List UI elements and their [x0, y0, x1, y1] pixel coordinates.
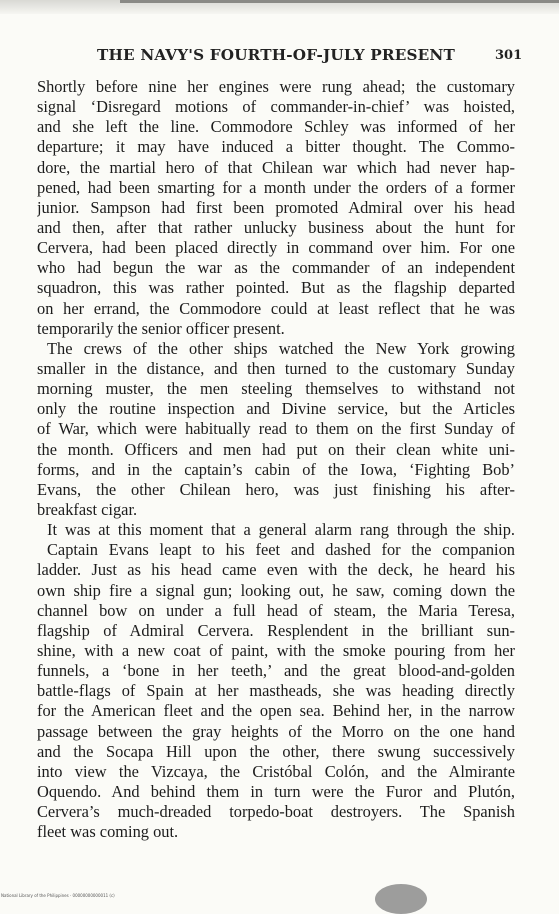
scan-thumb-smudge — [375, 884, 427, 914]
text-line: dore, the martial hero of that Chilean war which had never hap- — [37, 157, 515, 177]
text-line: fleet was coming out. — [37, 822, 179, 842]
text-line: junior. Sampson had first been promoted Admiral over his head — [37, 197, 515, 217]
text-line: battle-flags of Spain at her mastheads, she was heading directly — [37, 681, 515, 701]
text-line: channel bow on under a full head of steam, the Maria Teresa, — [37, 600, 515, 620]
text-line: squadron, this was rather pointed. But as the flagship departed — [37, 278, 515, 298]
text-line: for the American fleet and the open sea. Behind her, in the narrow — [37, 701, 515, 721]
text-line: It was at this moment that a general alarm rang through the ship. — [47, 520, 515, 540]
text-line: of War, which were habitually read to them on the first Sunday of — [37, 419, 515, 439]
running-head: THE NAVY'S FOURTH-OF-JULY PRESENT — [97, 46, 456, 64]
text-line: morning muster, the men steeling themselves to withstand not — [37, 379, 515, 399]
text-line: and the Socapa Hill upon the other, there swung successively — [37, 741, 515, 761]
text-line: temporarily the senior officer present. — [37, 318, 285, 338]
text-line: only the routine inspection and Divine service, but the Articles — [37, 399, 515, 419]
text-line: pened, had been smarting for a month under the orders of a former — [37, 177, 515, 197]
text-line: The crews of the other ships watched the New York growing — [47, 338, 515, 358]
body-text — [37, 77, 515, 842]
text-line: passage between the gray heights of the Morro on the one hand — [37, 721, 515, 741]
text-line: ladder. Just as his head came even with the deck, he heard his — [37, 560, 515, 580]
text-line: flagship of Admiral Cervera. Resplendent in the brilliant sun- — [37, 620, 515, 640]
text-line: own ship fire a signal gun; looking out, he saw, coming down the — [37, 580, 515, 600]
text-line: Shortly before nine her engines were rung ahead; the customary — [37, 77, 515, 96]
text-line: Oquendo. And behind them in turn were the Furor and Plutón, — [37, 781, 515, 801]
text-line: Cervera’s much-dreaded torpedo-boat destroyers. The Spanish — [37, 802, 515, 822]
text-line: into view the Vizcaya, the Cristóbal Colón, and the Almirante — [37, 761, 515, 781]
text-line: funnels, a ‘bone in her teeth,’ and the great blood-and-golden — [37, 661, 515, 681]
page-number: 301 — [495, 48, 523, 63]
page-header — [0, 46, 559, 70]
page-top-edge — [120, 0, 559, 3]
text-line: smaller in the distance, and then turned to the customary Sunday — [37, 358, 515, 378]
text-line: Evans, the other Chilean hero, was just finishing his after- — [37, 479, 515, 499]
text-line: and then, after that rather unlucky business about the hunt for — [37, 217, 515, 237]
text-line: shine, with a new coat of paint, with the smoke pouring from her — [37, 640, 515, 660]
text-line: on her errand, the Commodore could at least reflect that he was — [37, 298, 515, 318]
text-line: who had begun the war as the commander of an independent — [37, 258, 515, 278]
text-line: forms, and in the captain’s cabin of the Iowa, ‘Fighting Bob’ — [37, 459, 515, 479]
text-line: breakfast cigar. — [37, 499, 138, 519]
text-line: and she left the line. Commodore Schley was informed of her — [37, 117, 515, 137]
text-line: the month. Officers and men had put on their clean white uni- — [37, 439, 515, 459]
text-line: departure; it may have induced a bitter thought. The Commo- — [37, 137, 515, 157]
text-line: signal ‘Disregard motions of commander-in-chief’ was hoisted, — [37, 97, 515, 117]
scan-footer-note: National Library of the Philippines · 00000000000011 (c) — [1, 893, 115, 898]
text-line: Captain Evans leapt to his feet and dashed for the companion — [47, 540, 515, 560]
text-line: Cervera, had been placed directly in command over him. For one — [37, 238, 515, 258]
